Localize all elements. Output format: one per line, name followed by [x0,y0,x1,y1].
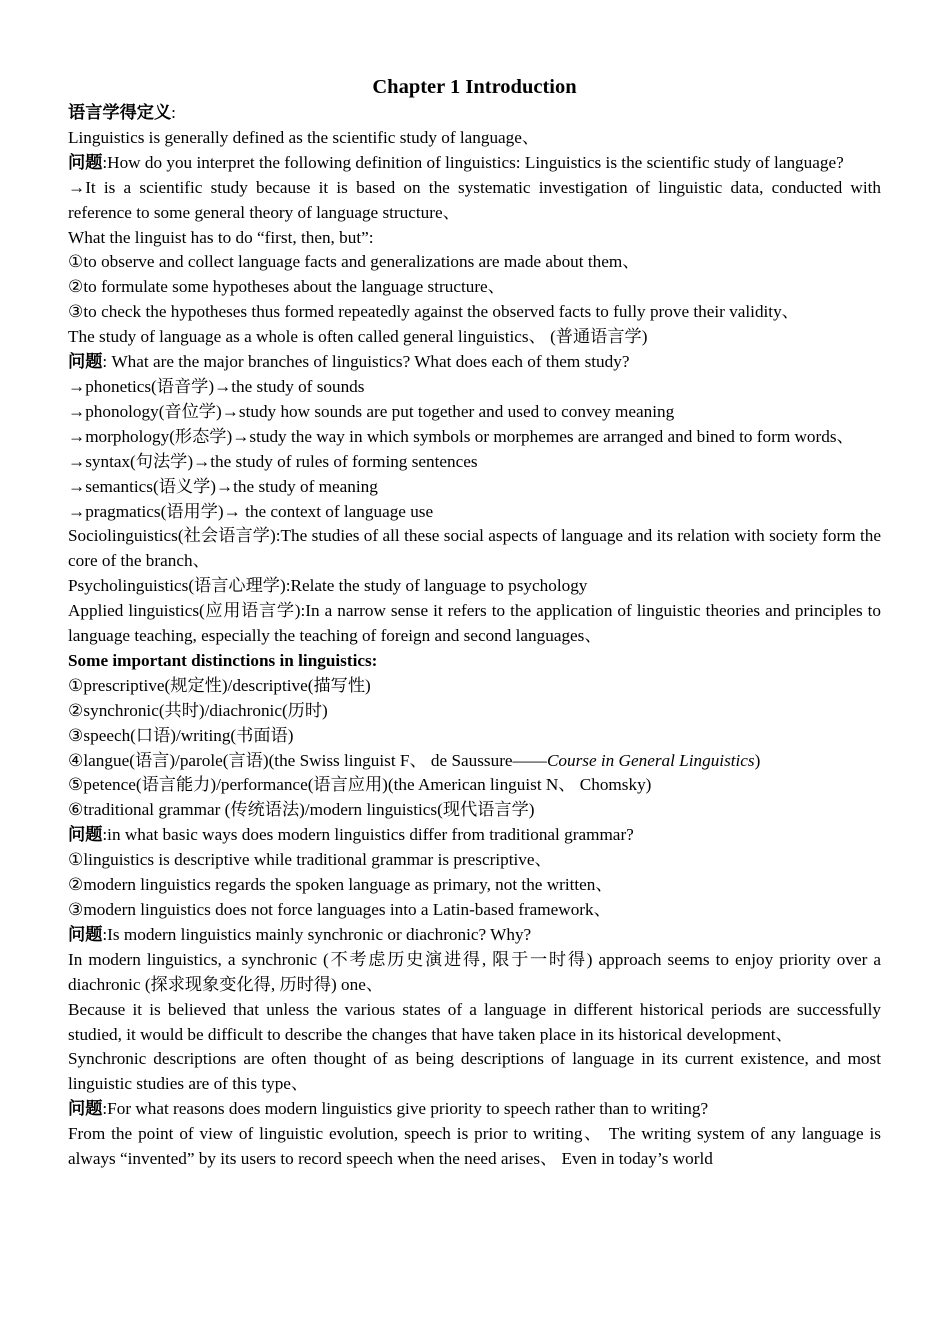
question-label: 问题 [68,352,103,372]
list-item: ①to observe and collect language facts and generalizations are made about them、 [68,252,640,272]
paragraph: Because it is believed that unless the various states of a language in different historical periods are successfully studied, it would be difficult to describe the changes that have taken place in its historical development、 [68,999,881,1044]
paragraph: The study of language as a whole is often called general linguistics、 (普通语言学) [68,327,648,347]
list-item: ③to check the hypotheses thus formed repeatedly against the observed facts to fully prove their validity、 [68,302,799,322]
list-item: ②synchronic(共时)/diachronic(历时) [68,700,328,720]
paragraph: Sociolinguistics(社会语言学):The studies of all these social aspects of language and its relation with society form the core of the branch、 [68,526,881,571]
paragraph: Psycholinguistics(语言心理学):Relate the study of language to psychology [68,576,588,596]
answer: →It is a scientific study because it is based on the systematic investigation of linguistic data, conducted with reference to some general theory of language structure、 [68,177,881,222]
paragraph: Linguistics is generally defined as the scientific study of language、 [68,127,540,147]
question-label: 问题 [68,825,103,845]
branch-item: →pragmatics(语用学)→ the context of language use [68,501,434,521]
branch-item: →semantics(语义学)→the study of meaning [68,476,378,496]
branch-item: →morphology(形态学)→study the way in which symbols or morphemes are arranged and bined to form words、 [68,426,854,446]
definition-heading: 语言学得定义: [68,103,176,122]
paragraph: What the linguist has to do “first, then, but”: [68,227,374,247]
question-label: 问题 [68,924,103,944]
list-item: ①prescriptive(规定性)/descriptive(描写性) [68,675,371,695]
book-title: Course in General Linguistics [546,750,755,770]
section-heading: Some important distinctions in linguistics: [68,650,378,670]
list-item: ⑤petence(语言能力)/performance(语言应用)(the American linguist N、 Chomsky) [68,775,652,795]
heading-bold: 语言学得定义 [68,103,172,122]
paragraph: Synchronic descriptions are often thought of as being descriptions of language in its current existence, and most linguistic studies are of this type、 [68,1049,881,1094]
document-page [68,73,881,1172]
paragraph: In modern linguistics, a synchronic (不考虑历史演进得, 限于一时得) approach seems to enjoy priority over a diachronic (探求现象变化得, 历时得) one、 [68,949,881,994]
question: 问题:Is modern linguistics mainly synchronic or diachronic? Why? [68,924,532,944]
question-label: 问题 [68,1099,103,1119]
list-item: ④langue(语言)/parole(言语)(the Swiss linguist F、 de Saussure——Course in General Linguistics) [68,750,761,770]
question: 问题:in what basic ways does modern linguistics differ from traditional grammar? [68,825,634,845]
list-item: ③modern linguistics does not force languages into a Latin-based framework、 [68,900,611,919]
list-item: ②modern linguistics regards the spoken language as primary, not the written、 [68,875,613,895]
paragraph: Applied linguistics(应用语言学):In a narrow sense it refers to the application of linguistic theories and principles to language teaching, especially the teaching of foreign and second languages、 [68,601,881,646]
question-label: 问题 [68,152,103,172]
list-item: ③speech(口语)/writing(书面语) [68,725,294,745]
chapter-title: Chapter 1 Introduction [372,76,577,98]
list-item: ⑥traditional grammar (传统语法)/modern linguistics(现代语言学) [68,800,535,820]
question: 问题: What are the major branches of linguistics? What does each of them study? [68,352,630,372]
branch-item: →syntax(句法学)→the study of rules of forming sentences [68,451,478,471]
list-item: ①linguistics is descriptive while traditional grammar is prescriptive、 [68,850,552,870]
paragraph: From the point of view of linguistic evolution, speech is prior to writing、 The writing system of any language is always “invented” by its users to record speech when the need arises、 Even in today’s world [68,1124,881,1169]
branch-item: →phonetics(语音学)→the study of sounds [68,376,365,396]
list-item: ②to formulate some hypotheses about the language structure、 [68,277,505,297]
question: 问题:How do you interpret the following definition of linguistics: Linguistics is the scientific study of language? [68,152,844,172]
question: 问题:For what reasons does modern linguistics give priority to speech rather than to writing? [68,1099,709,1119]
branch-item: →phonology(音位学)→study how sounds are put together and used to convey meaning [68,401,675,421]
